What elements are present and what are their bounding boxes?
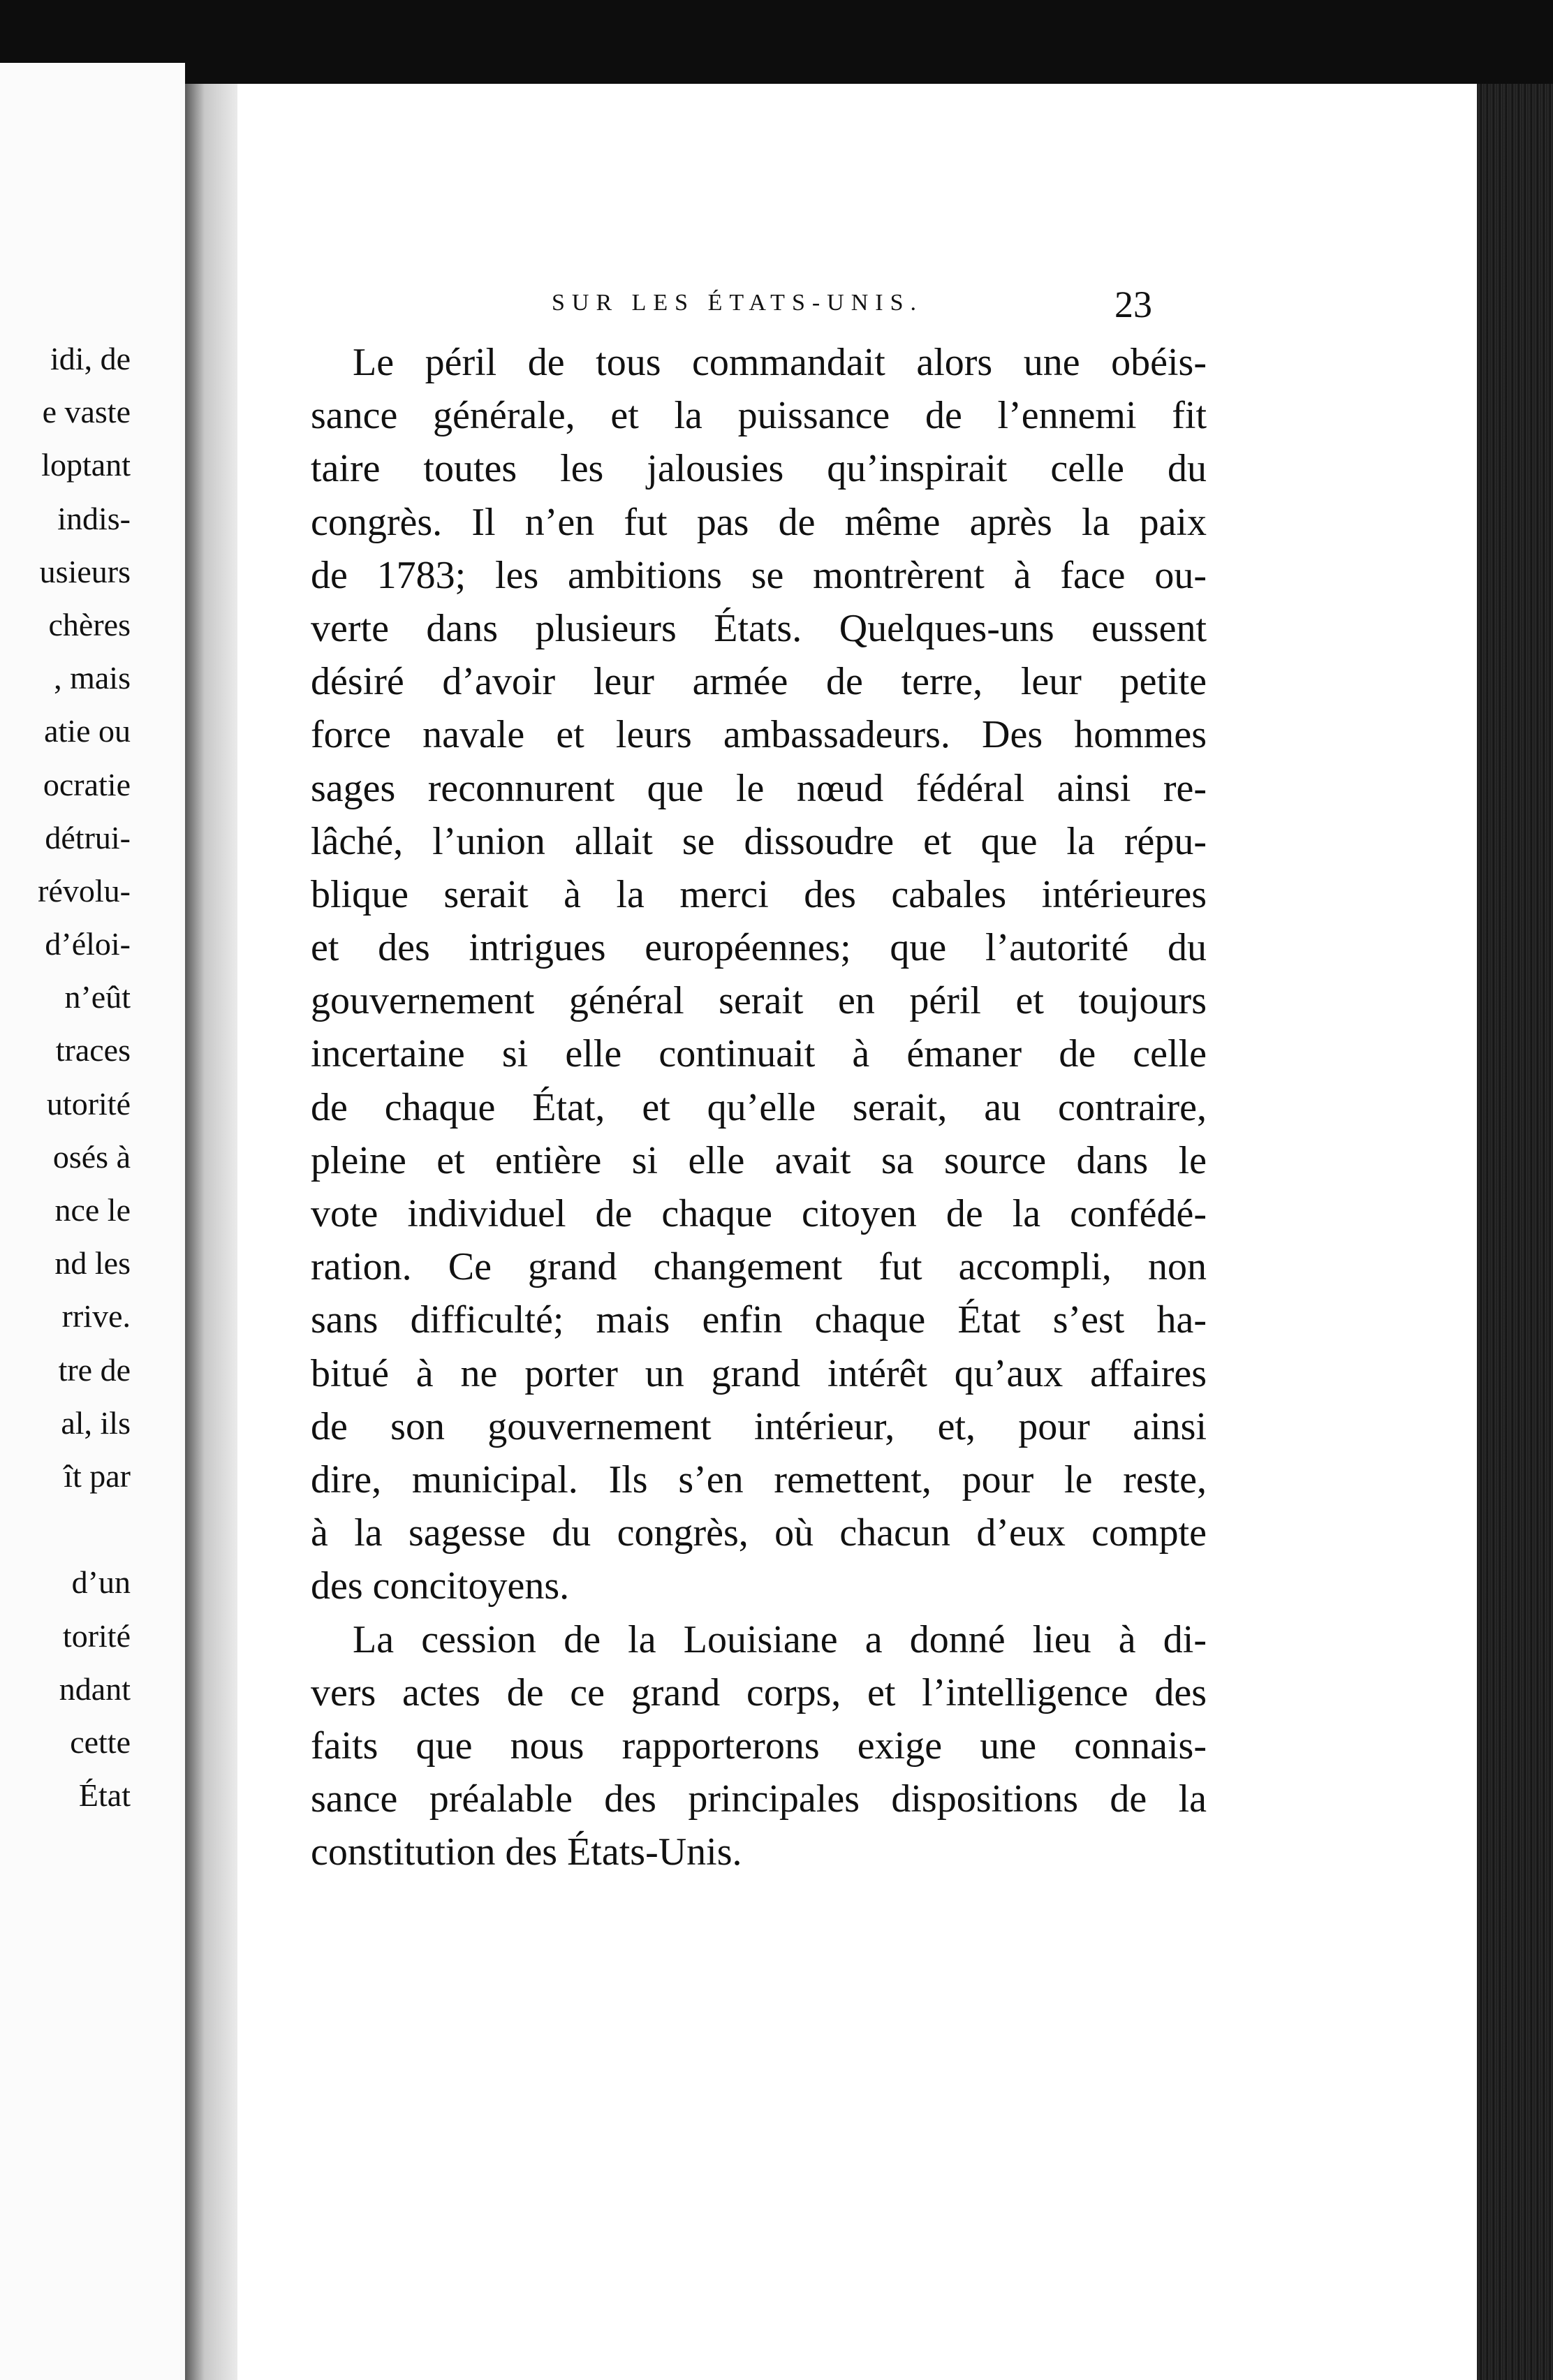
text-line: force navale et leurs ambassadeurs. Des hommes <box>311 713 1207 757</box>
text-line: de 1783; les ambitions se montrèrent à face ou- <box>311 553 1207 597</box>
text-line: ration. Ce grand changement fut accompli, non <box>311 1245 1207 1289</box>
text-line: sans difficulté; mais enfin chaque État s’est ha- <box>311 1298 1207 1342</box>
previous-page-line <box>0 1503 131 1556</box>
previous-page-line: loptant <box>41 447 131 483</box>
previous-page-line: ît par <box>64 1457 131 1494</box>
text-line: blique serait à la merci des cabales intérieures <box>311 872 1207 916</box>
previous-page-line: chères <box>48 606 131 642</box>
text-line: et des intrigues européennes; que l’autorité du <box>311 926 1207 970</box>
previous-page-text <box>0 332 131 1822</box>
running-header: SUR LES ÉTATS-UNIS. <box>552 290 924 316</box>
previous-page-line: traces <box>55 1032 131 1068</box>
previous-page-line: ndant <box>59 1670 131 1707</box>
text-line: de son gouvernement intérieur, et, pour ainsi <box>311 1404 1207 1448</box>
text-line: sance préalable des principales dispositions de la <box>311 1777 1207 1821</box>
previous-page-line: n’eût <box>64 979 131 1015</box>
text-line: désiré d’avoir leur armée de terre, leur petite <box>311 660 1207 704</box>
text-line: taire toutes les jalousies qu’inspirait celle du <box>311 447 1207 491</box>
previous-page-line: d’éloi- <box>45 926 131 962</box>
text-line: sance générale, et la puissance de l’ennemi fit <box>311 394 1207 438</box>
body-text <box>311 336 1207 1879</box>
text-line: lâché, l’union allait se dissoudre et que la répu- <box>311 819 1207 863</box>
previous-page-fragment <box>0 63 185 2380</box>
previous-page-line: rrive. <box>61 1298 131 1335</box>
previous-page-line: idi, de <box>50 341 131 376</box>
text-line: La cession de la Louisiane a donné lieu à di- <box>353 1617 1207 1661</box>
text-line: incertaine si elle continuait à émaner de celle <box>311 1032 1207 1076</box>
previous-page-line: d’un <box>71 1564 131 1601</box>
previous-page-line: détrui- <box>45 819 131 855</box>
previous-page-line: usieurs <box>39 553 131 589</box>
previous-page-line: al, ils <box>61 1404 131 1441</box>
previous-page-line: nd les <box>54 1245 131 1281</box>
previous-page-line: révolu- <box>38 872 131 909</box>
text-line: constitution des États-Unis. <box>311 1830 742 1874</box>
page-fold-shadow <box>185 84 241 2380</box>
text-line: des concitoyens. <box>311 1564 570 1608</box>
text-line: faits que nous rapporterons exige une connais- <box>311 1724 1207 1768</box>
previous-page-line: e vaste <box>42 394 131 430</box>
previous-page-line: osés à <box>52 1138 131 1175</box>
text-line: vote individuel de chaque citoyen de la confédé- <box>311 1192 1207 1235</box>
page-number: 23 <box>1114 284 1152 325</box>
text-line: bitué à ne porter un grand intérêt qu’aux affaires <box>311 1351 1207 1395</box>
text-line: congrès. Il n’en fut pas de même après la paix <box>311 500 1207 544</box>
previous-page-line: ocratie <box>43 766 131 802</box>
previous-page-line: atie ou <box>44 713 131 749</box>
previous-page-line: tre de <box>58 1351 131 1388</box>
previous-page-line: , mais <box>54 660 131 696</box>
text-line: gouvernement général serait en péril et toujours <box>311 979 1207 1023</box>
previous-page-line: État <box>78 1777 131 1814</box>
previous-page-line: indis- <box>57 500 131 536</box>
page-fore-edge <box>1477 84 1553 2380</box>
text-line: à la sagesse du congrès, où chacun d’eux compte <box>311 1511 1207 1555</box>
text-line: verte dans plusieurs États. Quelques-uns eussent <box>311 606 1207 650</box>
text-line: pleine et entière si elle avait sa source dans le <box>311 1138 1207 1182</box>
text-line: vers actes de ce grand corps, et l’intelligence des <box>311 1670 1207 1714</box>
previous-page-line: nce le <box>54 1192 131 1228</box>
text-line: Le péril de tous commandait alors une obéis- <box>353 341 1207 384</box>
text-line: dire, municipal. Ils s’en remettent, pour le reste, <box>311 1457 1207 1501</box>
text-line: de chaque État, et qu’elle serait, au contraire, <box>311 1085 1207 1129</box>
previous-page-line: cette <box>70 1724 131 1760</box>
text-line: sages reconnurent que le nœud fédéral ainsi re- <box>311 766 1207 810</box>
previous-page-line: utorité <box>46 1085 131 1122</box>
previous-page-line: torité <box>62 1617 131 1654</box>
